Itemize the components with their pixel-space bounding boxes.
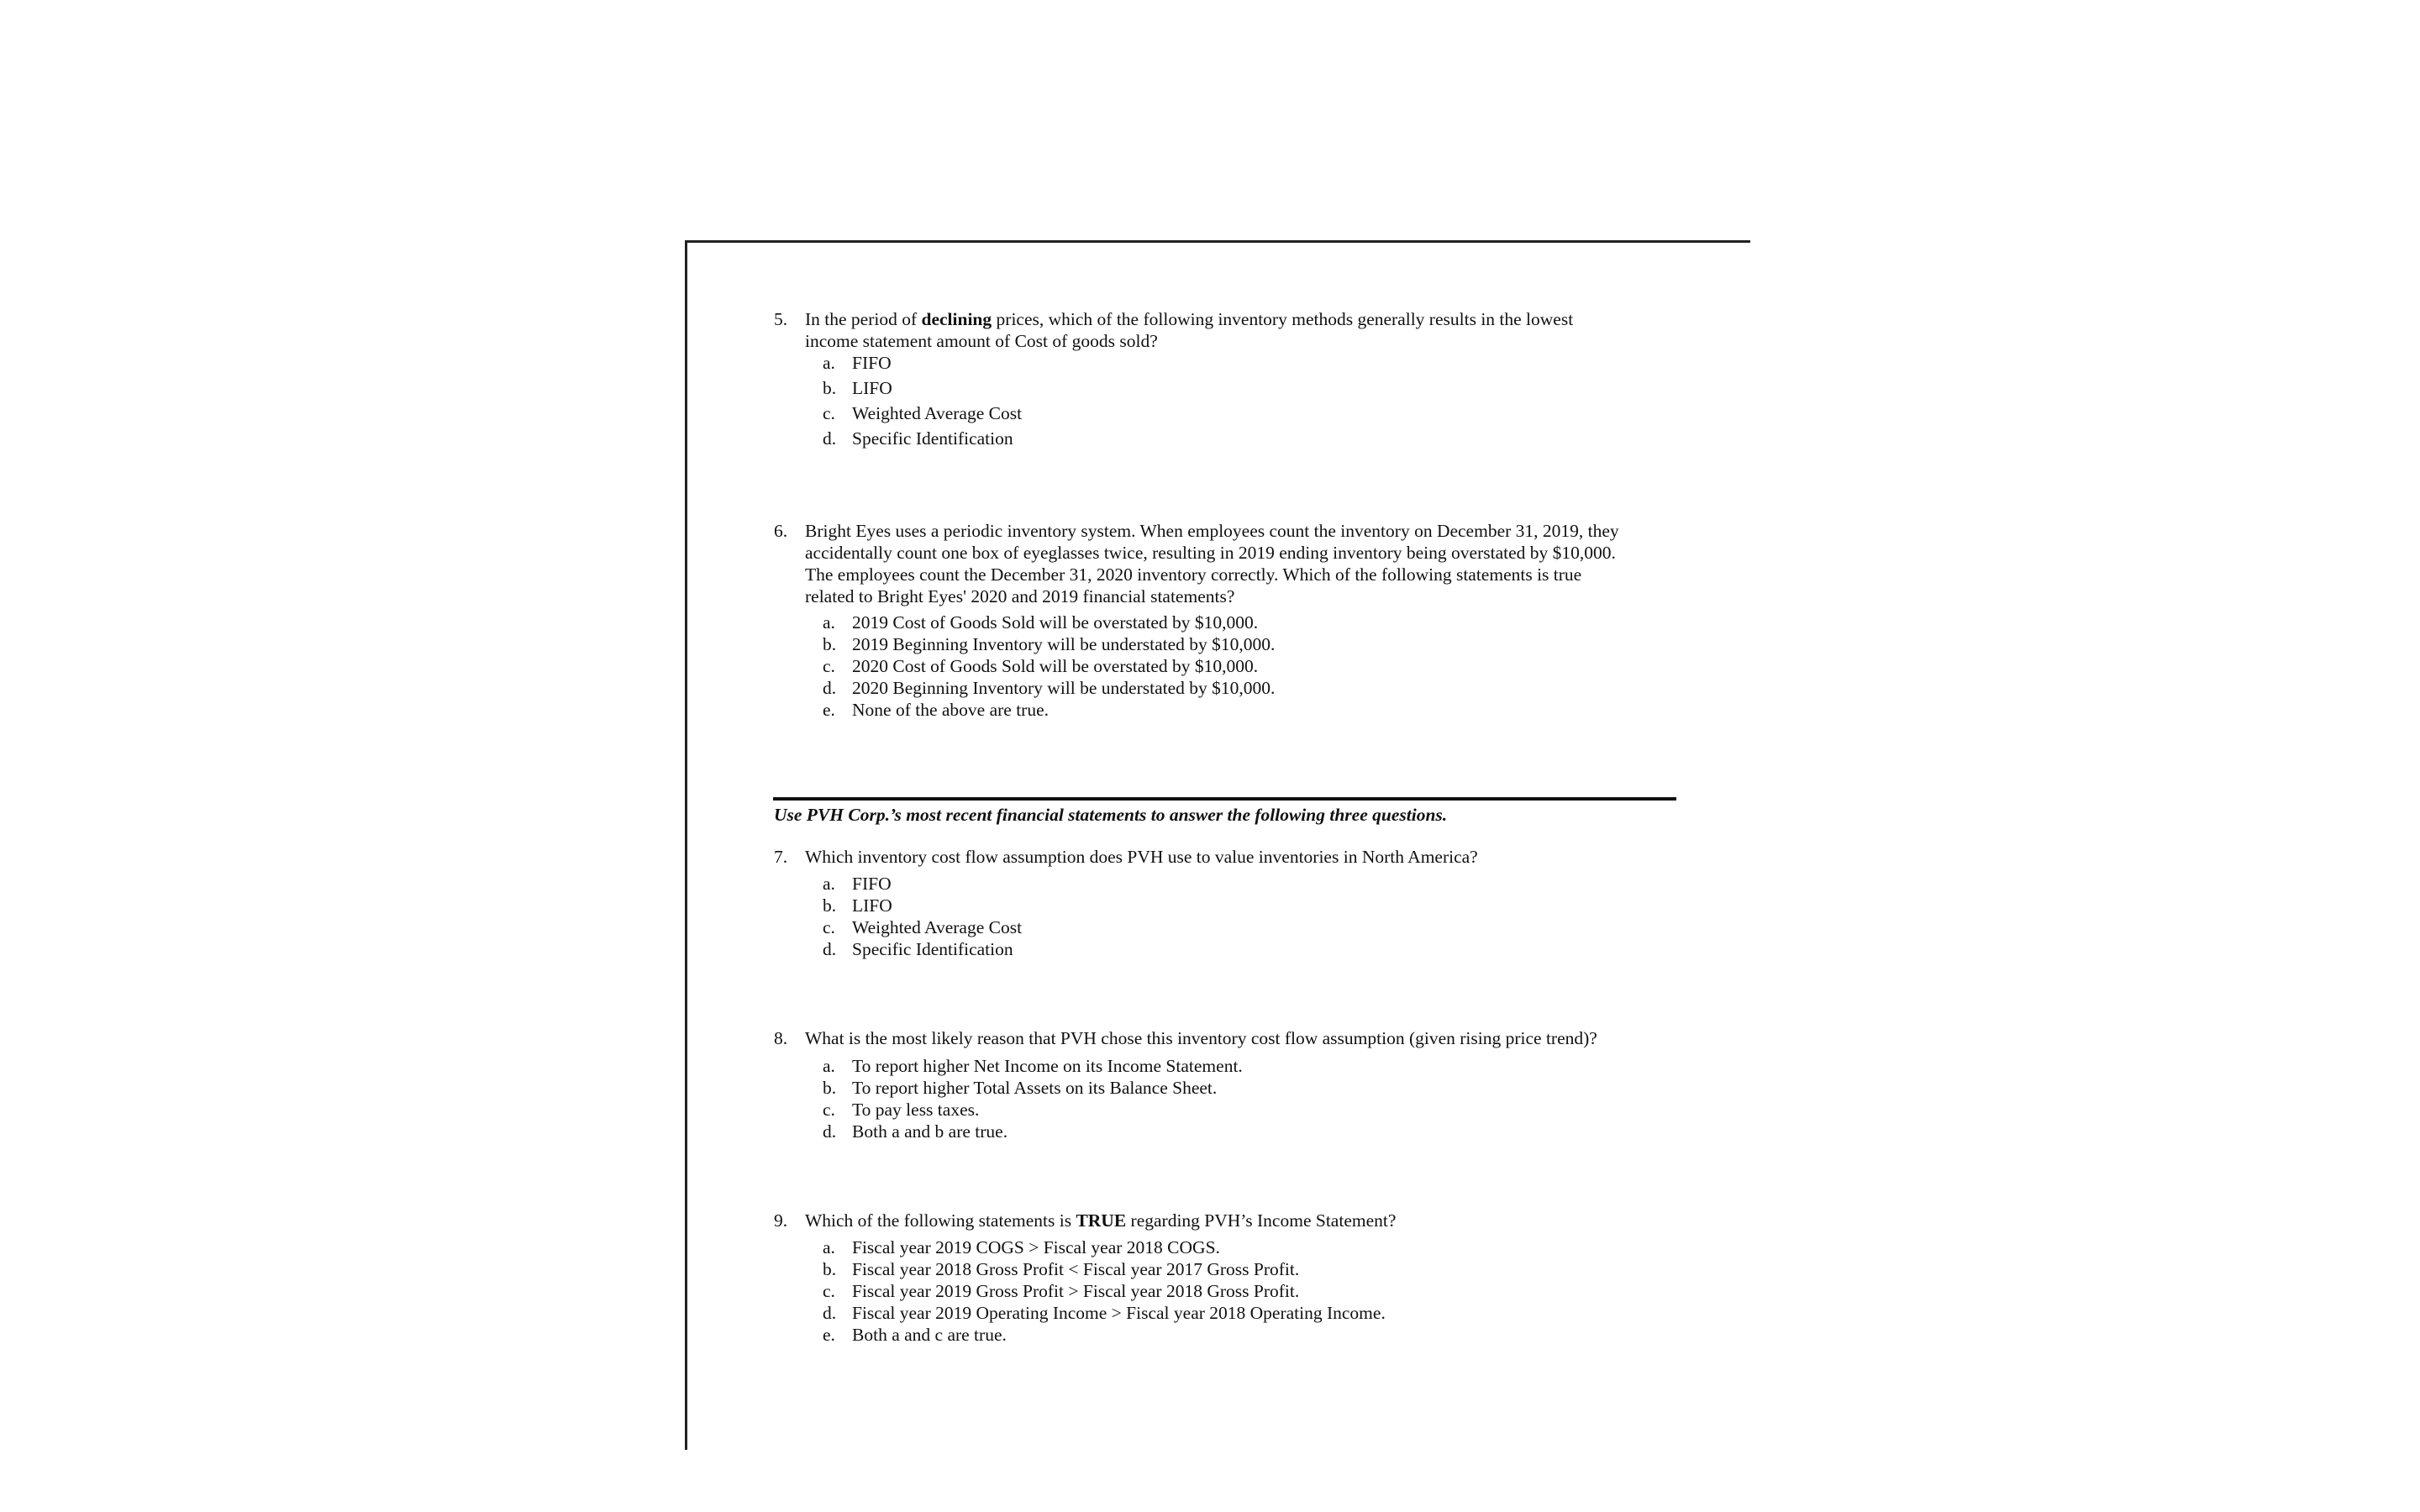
question-number: 6. xyxy=(774,521,788,541)
option-letter: b. xyxy=(823,1259,837,1279)
question-stem-line: Which inventory cost flow assumption does PVH use to value inventories in North America? xyxy=(805,847,1478,867)
option-letter: c. xyxy=(823,656,835,676)
question-stem-line: In the period of declining prices, which of the following inventory methods generally results in the lowest xyxy=(805,309,1574,329)
option-letter: c. xyxy=(823,1100,835,1120)
option-letter: a. xyxy=(823,1237,835,1257)
question-stem-line: related to Bright Eyes' 2020 and 2019 financial statements? xyxy=(805,586,1235,606)
option-letter: a. xyxy=(823,1056,835,1076)
emphasis-word: declining xyxy=(921,309,992,329)
option-text: None of the above are true. xyxy=(852,700,1050,720)
option-text: 2020 Beginning Inventory will be understated by $10,000. xyxy=(852,678,1276,698)
page-border-left xyxy=(685,240,687,1450)
option-text: Specific Identification xyxy=(852,428,1013,449)
option-text: To pay less taxes. xyxy=(852,1100,980,1120)
question-number: 8. xyxy=(774,1028,788,1048)
option-text: LIFO xyxy=(852,378,892,398)
question-number: 5. xyxy=(774,309,788,329)
option-letter: a. xyxy=(823,612,835,633)
option-text: Both a and c are true. xyxy=(852,1325,1007,1345)
question-stem-line: The employees count the December 31, 2020 inventory correctly. Which of the following statements is true xyxy=(805,564,1582,585)
question-stem-line: income statement amount of Cost of goods sold? xyxy=(805,331,1158,351)
option-letter: e. xyxy=(823,1325,835,1345)
option-letter: d. xyxy=(823,939,837,959)
option-text: Both a and b are true. xyxy=(852,1121,1008,1142)
option-letter: b. xyxy=(823,1078,837,1098)
option-text: 2019 Cost of Goods Sold will be overstated by $10,000. xyxy=(852,612,1259,633)
option-text: Fiscal year 2018 Gross Profit < Fiscal year 2017 Gross Profit. xyxy=(852,1259,1300,1279)
section-heading: Use PVH Corp.’s most recent financial statements to answer the following three questions. xyxy=(774,805,1448,825)
option-text: 2020 Cost of Goods Sold will be overstated by $10,000. xyxy=(852,656,1259,676)
option-text: Weighted Average Cost xyxy=(852,403,1023,423)
option-text: To report higher Total Assets on its Balance Sheet. xyxy=(852,1078,1218,1098)
page-border-top xyxy=(685,240,1750,243)
option-letter: e. xyxy=(823,700,835,720)
option-text: Specific Identification xyxy=(852,939,1013,959)
option-letter: d. xyxy=(823,1303,837,1323)
option-text: Fiscal year 2019 COGS > Fiscal year 2018 COGS. xyxy=(852,1237,1220,1257)
option-letter: d. xyxy=(823,1121,837,1142)
option-text: Fiscal year 2019 Operating Income > Fiscal year 2018 Operating Income. xyxy=(852,1303,1386,1323)
section-divider xyxy=(773,797,1676,801)
option-letter: a. xyxy=(823,353,835,373)
option-letter: c. xyxy=(823,1281,835,1301)
option-text: FIFO xyxy=(852,874,892,894)
emphasis-word: TRUE xyxy=(1076,1210,1127,1231)
question-number: 7. xyxy=(774,847,788,867)
question-stem-line: accidentally count one box of eyeglasses twice, resulting in 2019 ending inventory being overstated by $10,000. xyxy=(805,543,1616,563)
option-letter: c. xyxy=(823,403,835,423)
option-letter: d. xyxy=(823,428,837,449)
option-text: Weighted Average Cost xyxy=(852,917,1023,937)
option-letter: b. xyxy=(823,378,837,398)
question-stem-line: What is the most likely reason that PVH chose this inventory cost flow assumption (given rising price trend)? xyxy=(805,1028,1597,1048)
option-letter: a. xyxy=(823,874,835,894)
option-text: Fiscal year 2019 Gross Profit > Fiscal year 2018 Gross Profit. xyxy=(852,1281,1300,1301)
question-stem-line: Which of the following statements is TRUE regarding PVH’s Income Statement? xyxy=(805,1210,1397,1231)
option-letter: c. xyxy=(823,917,835,937)
question-stem-line: Bright Eyes uses a periodic inventory system. When employees count the inventory on December 31, 2019, they xyxy=(805,521,1619,541)
option-text: LIFO xyxy=(852,895,892,916)
option-letter: d. xyxy=(823,678,837,698)
option-letter: b. xyxy=(823,634,837,654)
option-letter: b. xyxy=(823,895,837,916)
option-text: To report higher Net Income on its Income Statement. xyxy=(852,1056,1243,1076)
question-number: 9. xyxy=(774,1210,788,1231)
option-text: 2019 Beginning Inventory will be understated by $10,000. xyxy=(852,634,1276,654)
option-text: FIFO xyxy=(852,353,892,373)
